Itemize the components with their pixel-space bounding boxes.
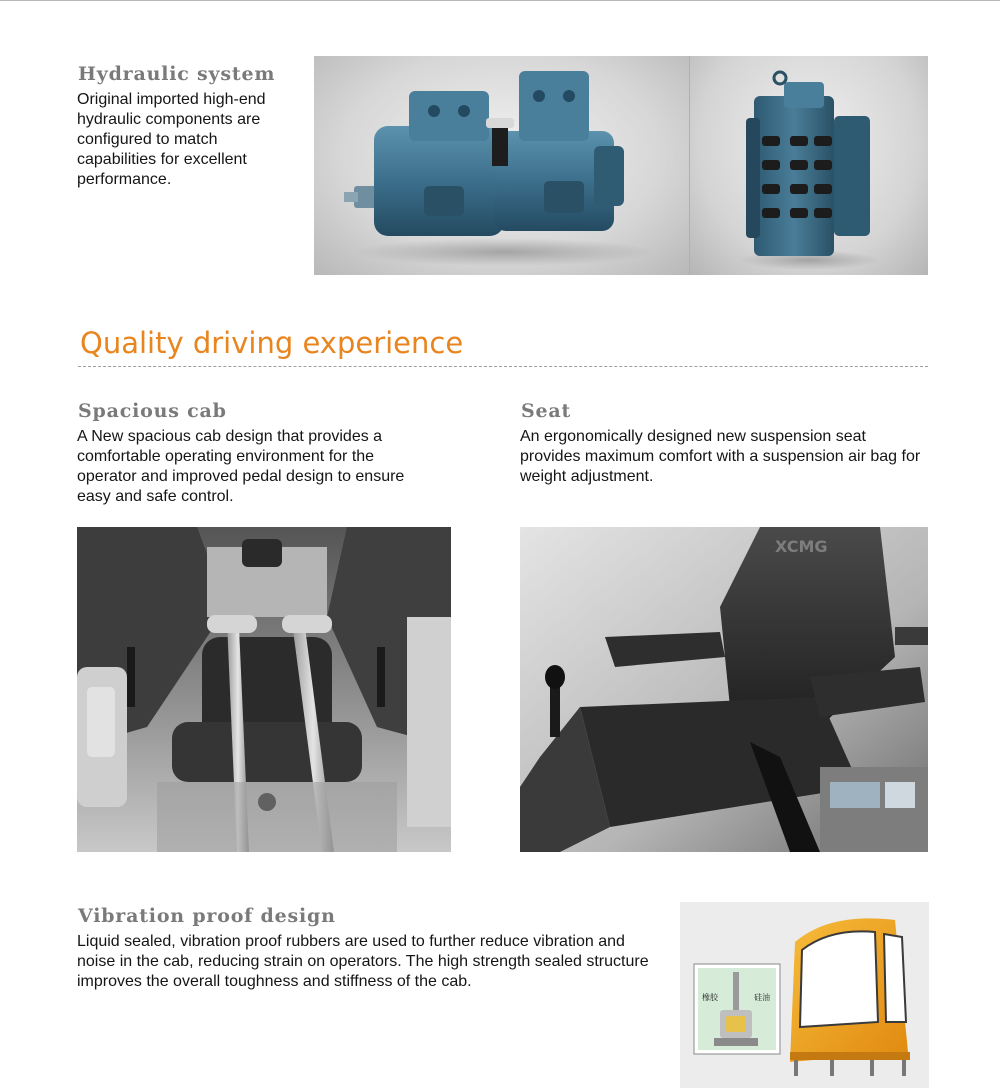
seat-logo: XCMG — [775, 537, 828, 556]
seat-illustration — [520, 527, 928, 852]
cab-heading: Spacious cab — [78, 400, 227, 422]
vibration-heading: Vibration proof design — [78, 905, 336, 927]
hydraulic-description: Original imported high-end hydraulic components are configured to match capabilities for excellent performance. — [77, 91, 266, 188]
hydraulic-heading: Hydraulic system — [78, 63, 276, 85]
section-title: Quality driving experience — [80, 326, 464, 360]
vibration-cab-image — [680, 902, 929, 1088]
seat-heading: Seat — [521, 400, 572, 422]
cab-frame-illustration — [680, 902, 929, 1088]
seat-description: An ergonomically designed new suspension seat provides maximum comfort with a suspension air bag for weight adjustment. — [520, 428, 921, 485]
seat-image — [520, 527, 928, 852]
label-silicone-oil: 硅油 — [754, 993, 770, 1002]
hydraulic-pump-illustration — [314, 56, 928, 275]
vibration-description: Liquid sealed, vibration proof rubbers are used to further reduce vibration and noise in the cab, reducing strain on operators. The high strength sealed structure improves the overall toughness and stiffness of the cab. — [77, 933, 649, 990]
cab-description: A New spacious cab design that provides a comfortable operating environment for the operator and improved pedal design to ensure easy and safe control. — [77, 428, 405, 505]
cab-interior-image — [77, 527, 451, 852]
hydraulic-components-image — [314, 56, 928, 275]
section-divider — [78, 366, 928, 367]
label-rubber: 橡胶 — [702, 993, 718, 1002]
top-divider — [0, 0, 1000, 1]
cab-interior-illustration — [77, 527, 451, 852]
